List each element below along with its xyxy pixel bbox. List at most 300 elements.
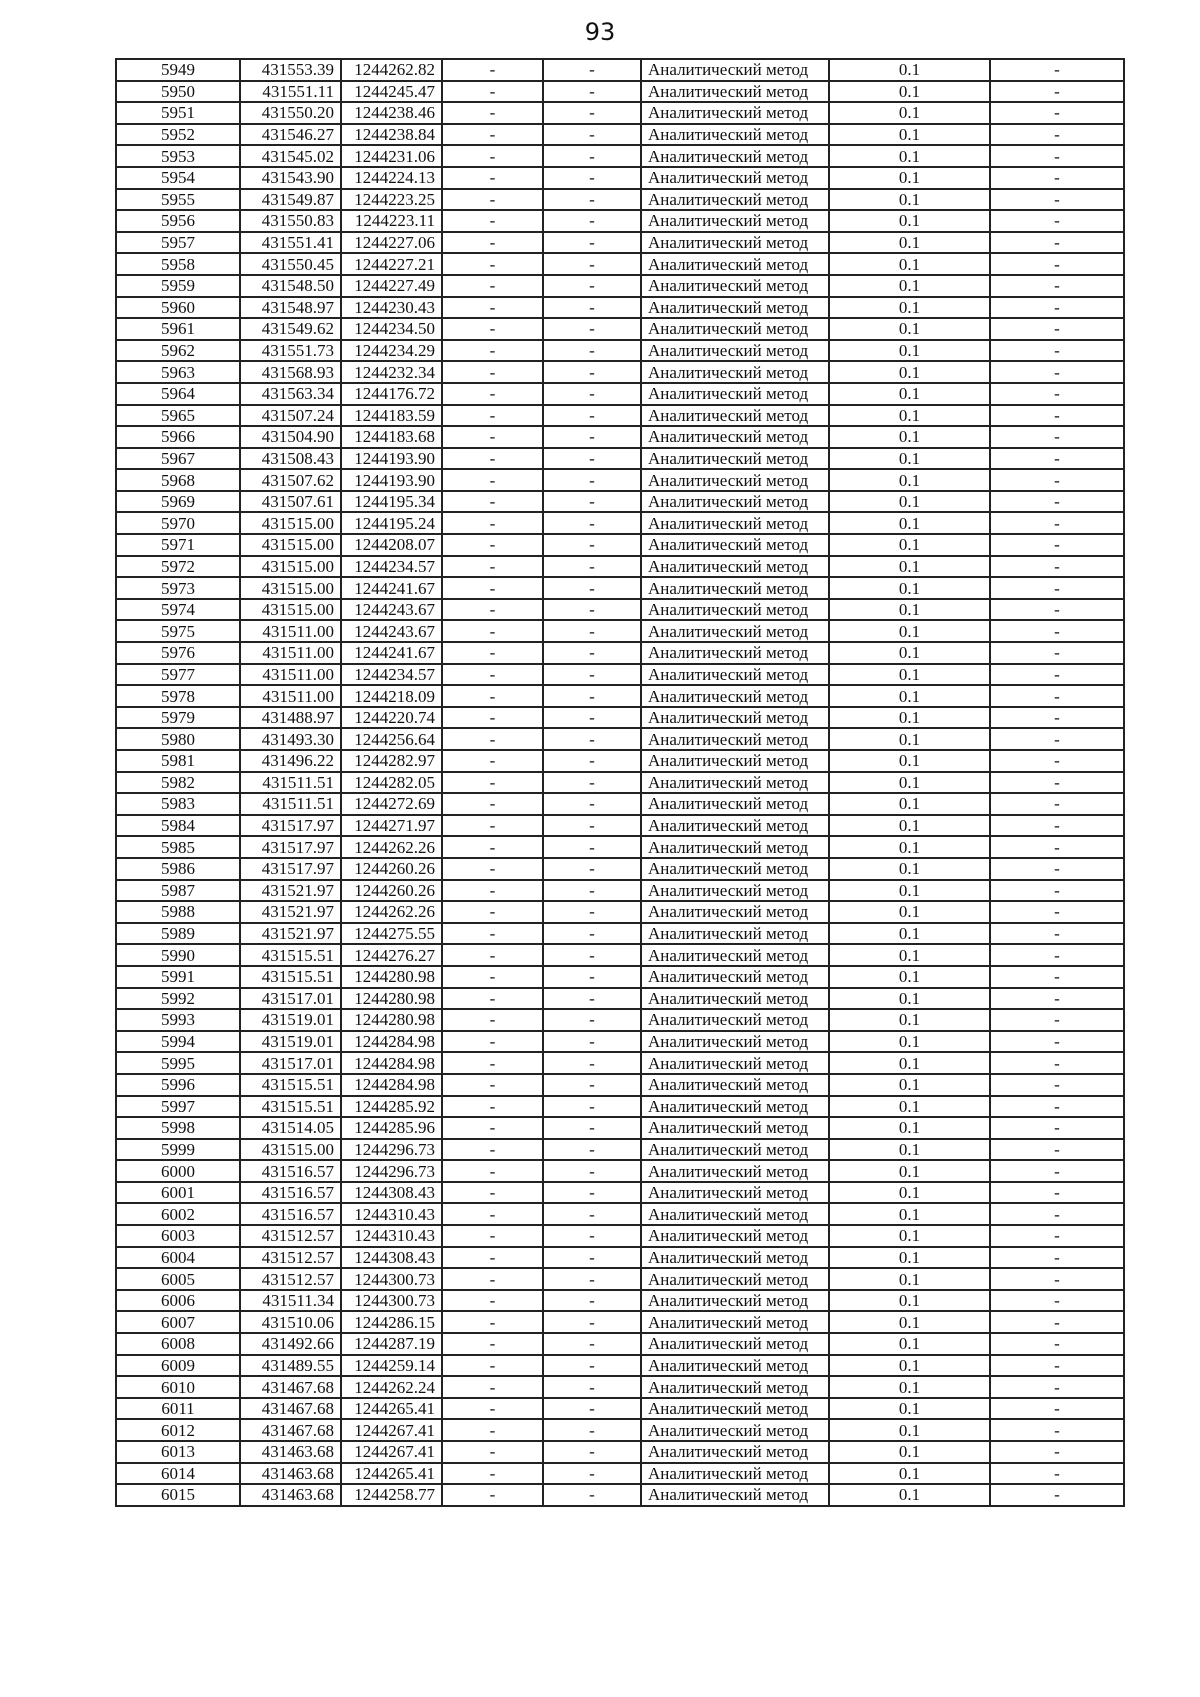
method-cell: Аналитический метод (641, 232, 829, 254)
empty-cell: - (442, 1333, 543, 1355)
table-row (116, 1268, 1124, 1290)
empty-cell: - (442, 1096, 543, 1118)
y-coordinate-cell: 1244300.73 (341, 1290, 442, 1312)
empty-cell: - (543, 81, 641, 103)
table-row (116, 275, 1124, 297)
point-number-cell: 5959 (116, 275, 240, 297)
method-cell: Аналитический метод (641, 81, 829, 103)
x-coordinate-cell: 431550.45 (240, 253, 341, 275)
y-coordinate-cell: 1244176.72 (341, 383, 442, 405)
y-coordinate-cell: 1244280.98 (341, 966, 442, 988)
accuracy-cell: 0.1 (829, 815, 990, 837)
empty-cell: - (543, 1160, 641, 1182)
method-cell: Аналитический метод (641, 491, 829, 513)
empty-cell: - (543, 707, 641, 729)
empty-cell: - (990, 599, 1124, 621)
point-number-cell: 5954 (116, 167, 240, 189)
empty-cell: - (990, 232, 1124, 254)
y-coordinate-cell: 1244310.43 (341, 1203, 442, 1225)
empty-cell: - (543, 297, 641, 319)
point-number-cell: 6009 (116, 1355, 240, 1377)
accuracy-cell: 0.1 (829, 556, 990, 578)
empty-cell: - (543, 318, 641, 340)
empty-cell: - (990, 1052, 1124, 1074)
empty-cell: - (990, 620, 1124, 642)
x-coordinate-cell: 431496.22 (240, 750, 341, 772)
point-number-cell: 5986 (116, 858, 240, 880)
accuracy-cell: 0.1 (829, 728, 990, 750)
y-coordinate-cell: 1244258.77 (341, 1484, 442, 1506)
method-cell: Аналитический метод (641, 1419, 829, 1441)
x-coordinate-cell: 431519.01 (240, 1031, 341, 1053)
point-number-cell: 5980 (116, 728, 240, 750)
x-coordinate-cell: 431517.01 (240, 988, 341, 1010)
empty-cell: - (543, 512, 641, 534)
empty-cell: - (442, 426, 543, 448)
empty-cell: - (543, 772, 641, 794)
accuracy-cell: 0.1 (829, 1484, 990, 1506)
point-number-cell: 5951 (116, 102, 240, 124)
accuracy-cell: 0.1 (829, 988, 990, 1010)
empty-cell: - (543, 534, 641, 556)
table-row (116, 772, 1124, 794)
empty-cell: - (442, 81, 543, 103)
table-row (116, 340, 1124, 362)
accuracy-cell: 0.1 (829, 642, 990, 664)
empty-cell: - (442, 901, 543, 923)
empty-cell: - (442, 642, 543, 664)
empty-cell: - (990, 556, 1124, 578)
y-coordinate-cell: 1244308.43 (341, 1182, 442, 1204)
y-coordinate-cell: 1244227.49 (341, 275, 442, 297)
accuracy-cell: 0.1 (829, 858, 990, 880)
empty-cell: - (543, 642, 641, 664)
empty-cell: - (543, 901, 641, 923)
table-row (116, 361, 1124, 383)
empty-cell: - (990, 1139, 1124, 1161)
empty-cell: - (543, 275, 641, 297)
empty-cell: - (990, 1398, 1124, 1420)
x-coordinate-cell: 431463.68 (240, 1441, 341, 1463)
method-cell: Аналитический метод (641, 750, 829, 772)
accuracy-cell: 0.1 (829, 620, 990, 642)
empty-cell: - (442, 361, 543, 383)
empty-cell: - (543, 1290, 641, 1312)
x-coordinate-cell: 431515.51 (240, 944, 341, 966)
method-cell: Аналитический метод (641, 1074, 829, 1096)
method-cell: Аналитический метод (641, 1398, 829, 1420)
accuracy-cell: 0.1 (829, 880, 990, 902)
empty-cell: - (442, 1311, 543, 1333)
empty-cell: - (442, 1117, 543, 1139)
accuracy-cell: 0.1 (829, 167, 990, 189)
y-coordinate-cell: 1244284.98 (341, 1052, 442, 1074)
empty-cell: - (543, 880, 641, 902)
empty-cell: - (442, 1031, 543, 1053)
method-cell: Аналитический метод (641, 253, 829, 275)
empty-cell: - (990, 944, 1124, 966)
point-number-cell: 5972 (116, 556, 240, 578)
empty-cell: - (442, 966, 543, 988)
empty-cell: - (543, 966, 641, 988)
empty-cell: - (990, 1268, 1124, 1290)
empty-cell: - (543, 210, 641, 232)
y-coordinate-cell: 1244272.69 (341, 793, 442, 815)
empty-cell: - (990, 577, 1124, 599)
empty-cell: - (543, 858, 641, 880)
empty-cell: - (543, 1009, 641, 1031)
method-cell: Аналитический метод (641, 577, 829, 599)
table-row (116, 469, 1124, 491)
point-number-cell: 5960 (116, 297, 240, 319)
accuracy-cell: 0.1 (829, 923, 990, 945)
x-coordinate-cell: 431512.57 (240, 1268, 341, 1290)
x-coordinate-cell: 431517.97 (240, 858, 341, 880)
method-cell: Аналитический метод (641, 469, 829, 491)
accuracy-cell: 0.1 (829, 534, 990, 556)
point-number-cell: 5983 (116, 793, 240, 815)
empty-cell: - (990, 318, 1124, 340)
method-cell: Аналитический метод (641, 836, 829, 858)
y-coordinate-cell: 1244183.68 (341, 426, 442, 448)
empty-cell: - (990, 664, 1124, 686)
y-coordinate-cell: 1244241.67 (341, 642, 442, 664)
empty-cell: - (990, 836, 1124, 858)
x-coordinate-cell: 431521.97 (240, 880, 341, 902)
table-row (116, 1484, 1124, 1506)
y-coordinate-cell: 1244223.25 (341, 189, 442, 211)
table-row (116, 880, 1124, 902)
method-cell: Аналитический метод (641, 880, 829, 902)
table-row (116, 1182, 1124, 1204)
method-cell: Аналитический метод (641, 1441, 829, 1463)
accuracy-cell: 0.1 (829, 491, 990, 513)
empty-cell: - (543, 1441, 641, 1463)
x-coordinate-cell: 431550.20 (240, 102, 341, 124)
method-cell: Аналитический метод (641, 1355, 829, 1377)
accuracy-cell: 0.1 (829, 210, 990, 232)
method-cell: Аналитический метод (641, 728, 829, 750)
y-coordinate-cell: 1244234.50 (341, 318, 442, 340)
point-number-cell: 5989 (116, 923, 240, 945)
accuracy-cell: 0.1 (829, 750, 990, 772)
y-coordinate-cell: 1244275.55 (341, 923, 442, 945)
method-cell: Аналитический метод (641, 1376, 829, 1398)
table-row (116, 1441, 1124, 1463)
empty-cell: - (990, 815, 1124, 837)
empty-cell: - (543, 253, 641, 275)
point-number-cell: 5993 (116, 1009, 240, 1031)
accuracy-cell: 0.1 (829, 1247, 990, 1269)
empty-cell: - (442, 1290, 543, 1312)
empty-cell: - (442, 1052, 543, 1074)
table-row (116, 318, 1124, 340)
empty-cell: - (990, 1009, 1124, 1031)
x-coordinate-cell: 431516.57 (240, 1182, 341, 1204)
point-number-cell: 6013 (116, 1441, 240, 1463)
accuracy-cell: 0.1 (829, 1333, 990, 1355)
x-coordinate-cell: 431551.73 (240, 340, 341, 362)
table-row (116, 750, 1124, 772)
y-coordinate-cell: 1244193.90 (341, 469, 442, 491)
point-number-cell: 6000 (116, 1160, 240, 1182)
point-number-cell: 5982 (116, 772, 240, 794)
empty-cell: - (543, 1311, 641, 1333)
accuracy-cell: 0.1 (829, 599, 990, 621)
empty-cell: - (442, 923, 543, 945)
x-coordinate-cell: 431516.57 (240, 1203, 341, 1225)
point-number-cell: 5977 (116, 664, 240, 686)
method-cell: Аналитический метод (641, 642, 829, 664)
table-row (116, 944, 1124, 966)
accuracy-cell: 0.1 (829, 577, 990, 599)
method-cell: Аналитический метод (641, 448, 829, 470)
method-cell: Аналитический метод (641, 124, 829, 146)
table-row (116, 1290, 1124, 1312)
empty-cell: - (990, 901, 1124, 923)
table-row (116, 1052, 1124, 1074)
empty-cell: - (990, 880, 1124, 902)
method-cell: Аналитический метод (641, 1225, 829, 1247)
accuracy-cell: 0.1 (829, 81, 990, 103)
empty-cell: - (442, 1484, 543, 1506)
x-coordinate-cell: 431512.57 (240, 1225, 341, 1247)
x-coordinate-cell: 431515.51 (240, 1074, 341, 1096)
method-cell: Аналитический метод (641, 1203, 829, 1225)
x-coordinate-cell: 431511.00 (240, 685, 341, 707)
y-coordinate-cell: 1244282.97 (341, 750, 442, 772)
accuracy-cell: 0.1 (829, 1203, 990, 1225)
table-row (116, 102, 1124, 124)
empty-cell: - (543, 923, 641, 945)
y-coordinate-cell: 1244220.74 (341, 707, 442, 729)
empty-cell: - (990, 59, 1124, 81)
empty-cell: - (543, 491, 641, 513)
table-row (116, 1225, 1124, 1247)
accuracy-cell: 0.1 (829, 318, 990, 340)
empty-cell: - (442, 275, 543, 297)
table-row (116, 620, 1124, 642)
method-cell: Аналитический метод (641, 167, 829, 189)
point-number-cell: 5953 (116, 145, 240, 167)
empty-cell: - (442, 685, 543, 707)
point-number-cell: 6005 (116, 1268, 240, 1290)
accuracy-cell: 0.1 (829, 772, 990, 794)
method-cell: Аналитический метод (641, 1031, 829, 1053)
empty-cell: - (543, 145, 641, 167)
empty-cell: - (543, 620, 641, 642)
y-coordinate-cell: 1244238.84 (341, 124, 442, 146)
method-cell: Аналитический метод (641, 1182, 829, 1204)
empty-cell: - (543, 988, 641, 1010)
empty-cell: - (442, 469, 543, 491)
empty-cell: - (543, 793, 641, 815)
empty-cell: - (442, 944, 543, 966)
y-coordinate-cell: 1244230.43 (341, 297, 442, 319)
empty-cell: - (442, 577, 543, 599)
accuracy-cell: 0.1 (829, 59, 990, 81)
y-coordinate-cell: 1244193.90 (341, 448, 442, 470)
empty-cell: - (990, 167, 1124, 189)
empty-cell: - (442, 1268, 543, 1290)
point-number-cell: 5990 (116, 944, 240, 966)
page-number: 93 (584, 18, 616, 46)
empty-cell: - (543, 189, 641, 211)
table-row (116, 232, 1124, 254)
accuracy-cell: 0.1 (829, 1290, 990, 1312)
empty-cell: - (543, 124, 641, 146)
method-cell: Аналитический метод (641, 556, 829, 578)
y-coordinate-cell: 1244280.98 (341, 988, 442, 1010)
point-number-cell: 5978 (116, 685, 240, 707)
table-row (116, 1398, 1124, 1420)
point-number-cell: 5991 (116, 966, 240, 988)
method-cell: Аналитический метод (641, 858, 829, 880)
empty-cell: - (990, 750, 1124, 772)
method-cell: Аналитический метод (641, 988, 829, 1010)
method-cell: Аналитический метод (641, 966, 829, 988)
empty-cell: - (442, 405, 543, 427)
x-coordinate-cell: 431515.00 (240, 512, 341, 534)
y-coordinate-cell: 1244232.34 (341, 361, 442, 383)
empty-cell: - (442, 124, 543, 146)
empty-cell: - (543, 102, 641, 124)
empty-cell: - (990, 772, 1124, 794)
accuracy-cell: 0.1 (829, 232, 990, 254)
table-row (116, 577, 1124, 599)
empty-cell: - (442, 534, 543, 556)
x-coordinate-cell: 431507.61 (240, 491, 341, 513)
table-row (116, 685, 1124, 707)
point-number-cell: 6012 (116, 1419, 240, 1441)
empty-cell: - (543, 1052, 641, 1074)
accuracy-cell: 0.1 (829, 944, 990, 966)
x-coordinate-cell: 431510.06 (240, 1311, 341, 1333)
point-number-cell: 6004 (116, 1247, 240, 1269)
empty-cell: - (990, 534, 1124, 556)
table-row (116, 167, 1124, 189)
method-cell: Аналитический метод (641, 361, 829, 383)
accuracy-cell: 0.1 (829, 426, 990, 448)
empty-cell: - (442, 772, 543, 794)
accuracy-cell: 0.1 (829, 448, 990, 470)
method-cell: Аналитический метод (641, 1096, 829, 1118)
table-row (116, 815, 1124, 837)
table-row (116, 253, 1124, 275)
y-coordinate-cell: 1244284.98 (341, 1074, 442, 1096)
point-number-cell: 5956 (116, 210, 240, 232)
empty-cell: - (442, 1247, 543, 1269)
y-coordinate-cell: 1244276.27 (341, 944, 442, 966)
method-cell: Аналитический метод (641, 405, 829, 427)
x-coordinate-cell: 431517.97 (240, 836, 341, 858)
point-number-cell: 5995 (116, 1052, 240, 1074)
empty-cell: - (990, 81, 1124, 103)
empty-cell: - (990, 728, 1124, 750)
method-cell: Аналитический метод (641, 1290, 829, 1312)
x-coordinate-cell: 431488.97 (240, 707, 341, 729)
accuracy-cell: 0.1 (829, 297, 990, 319)
x-coordinate-cell: 431517.97 (240, 815, 341, 837)
empty-cell: - (990, 707, 1124, 729)
empty-cell: - (543, 232, 641, 254)
y-coordinate-cell: 1244241.67 (341, 577, 442, 599)
y-coordinate-cell: 1244234.57 (341, 556, 442, 578)
empty-cell: - (442, 102, 543, 124)
empty-cell: - (442, 1160, 543, 1182)
accuracy-cell: 0.1 (829, 1463, 990, 1485)
accuracy-cell: 0.1 (829, 1009, 990, 1031)
accuracy-cell: 0.1 (829, 664, 990, 686)
accuracy-cell: 0.1 (829, 340, 990, 362)
table-row (116, 988, 1124, 1010)
method-cell: Аналитический метод (641, 512, 829, 534)
table-row (116, 1355, 1124, 1377)
empty-cell: - (442, 728, 543, 750)
empty-cell: - (442, 1463, 543, 1485)
empty-cell: - (442, 1074, 543, 1096)
table-row (116, 901, 1124, 923)
point-number-cell: 5971 (116, 534, 240, 556)
method-cell: Аналитический метод (641, 901, 829, 923)
empty-cell: - (442, 988, 543, 1010)
table-row (116, 383, 1124, 405)
table-row (116, 1463, 1124, 1485)
table-row (116, 1031, 1124, 1053)
x-coordinate-cell: 431550.83 (240, 210, 341, 232)
y-coordinate-cell: 1244300.73 (341, 1268, 442, 1290)
point-number-cell: 5950 (116, 81, 240, 103)
point-number-cell: 6008 (116, 1333, 240, 1355)
method-cell: Аналитический метод (641, 815, 829, 837)
method-cell: Аналитический метод (641, 1247, 829, 1269)
accuracy-cell: 0.1 (829, 1096, 990, 1118)
empty-cell: - (442, 1355, 543, 1377)
empty-cell: - (990, 405, 1124, 427)
method-cell: Аналитический метод (641, 1268, 829, 1290)
point-number-cell: 5999 (116, 1139, 240, 1161)
accuracy-cell: 0.1 (829, 275, 990, 297)
empty-cell: - (990, 383, 1124, 405)
y-coordinate-cell: 1244265.41 (341, 1398, 442, 1420)
x-coordinate-cell: 431514.05 (240, 1117, 341, 1139)
accuracy-cell: 0.1 (829, 512, 990, 534)
empty-cell: - (990, 1074, 1124, 1096)
y-coordinate-cell: 1244271.97 (341, 815, 442, 837)
x-coordinate-cell: 431548.50 (240, 275, 341, 297)
empty-cell: - (543, 1074, 641, 1096)
accuracy-cell: 0.1 (829, 1182, 990, 1204)
empty-cell: - (442, 340, 543, 362)
x-coordinate-cell: 431507.62 (240, 469, 341, 491)
empty-cell: - (543, 836, 641, 858)
method-cell: Аналитический метод (641, 210, 829, 232)
method-cell: Аналитический метод (641, 1009, 829, 1031)
x-coordinate-cell: 431543.90 (240, 167, 341, 189)
accuracy-cell: 0.1 (829, 1160, 990, 1182)
point-number-cell: 5961 (116, 318, 240, 340)
empty-cell: - (990, 491, 1124, 513)
table-row (116, 1376, 1124, 1398)
empty-cell: - (990, 448, 1124, 470)
point-number-cell: 5970 (116, 512, 240, 534)
empty-cell: - (990, 426, 1124, 448)
empty-cell: - (990, 1333, 1124, 1355)
empty-cell: - (543, 1355, 641, 1377)
empty-cell: - (543, 1268, 641, 1290)
method-cell: Аналитический метод (641, 923, 829, 945)
empty-cell: - (990, 210, 1124, 232)
